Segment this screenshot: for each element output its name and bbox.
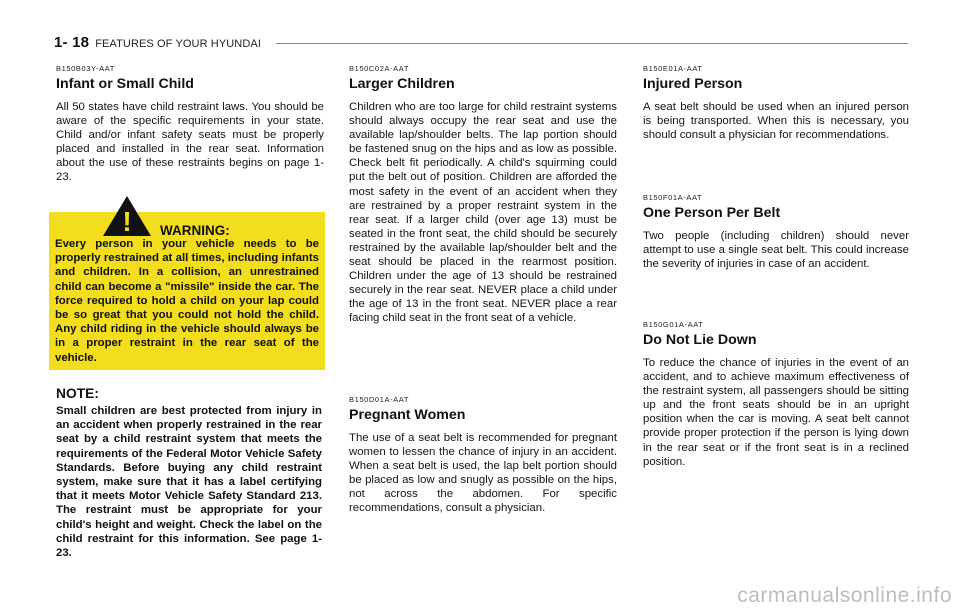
warning-text: Every person in your vehicle needs to be properly restrained at all times, including infants and children. In a collision, an unrestrained child can become a "missile" inside the car. The force required to hold a child on your lap could be so great that you could not hold the child. Any child riding in the vehicle should always be in a proper restraint in the rear seat of the vehicle. — [55, 238, 319, 364]
section-code: B150G01A-AAT — [643, 320, 704, 329]
warning-triangle-icon — [101, 194, 153, 238]
watermark: carmanualsonline.info — [737, 584, 952, 607]
note-title: NOTE: — [56, 386, 99, 401]
section-code: B150E01A-AAT — [643, 64, 703, 73]
section-body: To reduce the chance of injuries in the event of an accident, and to achieve maximum effectiveness of the restraint system, all passengers should be sitting up and the front seats should be in an upright position when the car is moving. A seat belt cannot provide proper protection if the person is lying down in the rear seat or if the front seat is in a reclined position. — [643, 357, 909, 468]
section-heading: Infant or Small Child — [56, 76, 194, 92]
section-heading: One Person Per Belt — [643, 205, 781, 221]
section-larger-children — [349, 64, 617, 326]
warning-title: WARNING: — [160, 223, 230, 238]
section-heading: Larger Children — [349, 76, 455, 92]
header-divider — [276, 43, 908, 44]
section-one-person-per-belt — [643, 193, 909, 271]
section-heading: Do Not Lie Down — [643, 332, 757, 348]
section-infant — [56, 64, 324, 185]
section-body: All 50 states have child restraint laws. You should be aware of the specific requirements in your state. Child and/or infant safety seats must be properly placed and installed in the rear seat. Information about the use of these restraints begins on page 1-23. — [56, 101, 324, 184]
section-body: Children who are too large for child restraint systems should always occupy the rear seat and use the available lap/shoulder belts. The lap portion should be fastened snug on the hips and as low as possible. Check belt fit periodically. A child's squirming could put the belt out of position. Children are afforded the most safety in the event of an accident when they are restrained by a proper restraint system in the rear seat. If a larger child (over age 13) must be seated in the front seat, the child should be securely restrained by the available lap/shoulder belt and the seat should be placed in the rearmost position. Children under the age of 13 should be restrained securely in the rear seat. NEVER place a child under the age of 13 in the front seat. NEVER place a rear facing child seat in the front seat of a vehicle. — [349, 101, 617, 325]
section-body: A seat belt should be used when an injured person is being transported. When this is necessary, you should consult a physician for recommendations. — [643, 101, 909, 142]
section-code: B150F01A-AAT — [643, 193, 703, 202]
section-pregnant-women — [349, 395, 617, 516]
page-header — [54, 34, 261, 51]
section-body: Two people (including children) should never attempt to use a single seat belt. This could increase the severity of injuries in case of an accident. — [643, 230, 909, 271]
section-injured-person — [643, 64, 909, 142]
section-do-not-lie-down — [643, 320, 909, 469]
section-heading: Pregnant Women — [349, 407, 466, 423]
page-number: 1- 18 — [54, 34, 90, 51]
chapter-title: FEATURES OF YOUR HYUNDAI — [95, 38, 261, 50]
section-code: B150D01A-AAT — [349, 395, 410, 404]
warning-symbol: ! — [122, 206, 132, 237]
warning-box — [49, 206, 325, 370]
section-code: B150C02A-AAT — [349, 64, 410, 73]
section-code: B150B03Y-AAT — [56, 64, 115, 73]
section-heading: Injured Person — [643, 76, 743, 92]
section-body: The use of a seat belt is recommended for pregnant women to lessen the chance of injury in an accident. When a seat belt is used, the lap belt portion should be placed as low and snugly as possible on the hips, not across the abdomen. For specific recommendations, consult a physician. — [349, 432, 617, 515]
note-text: Small children are best protected from injury in an accident when properly restrained in the rear seat by a child restraint system that meets the requirements of the Federal Motor Vehicle Safety Standards. Before buying any child restraint system, make sure that it has a label certifying that it meets Motor Vehicle Safety Standard 213. The restraint must be appropriate for your child's height and weight. Check the label on the child restraint for this information. See page 1-23. — [56, 405, 322, 560]
note-block — [56, 386, 322, 560]
